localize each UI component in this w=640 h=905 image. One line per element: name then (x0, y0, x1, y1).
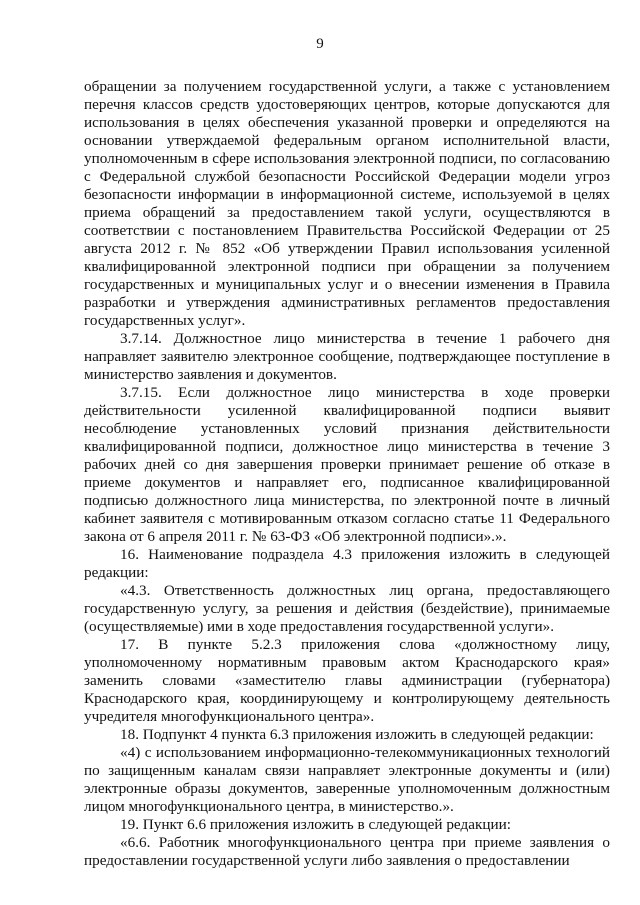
paragraph-item-17: 17. В пункте 5.2.3 приложения слова «должностному лицу, уполномоченному нормативным правовым актом Краснодарского края» заменить словами «заместителю главы администрации (губернатора) Краснодарского края, координирующему и контролирующему деятельность учредителя многофункционального центра». (84, 636, 610, 725)
paragraph-item-16: 16. Наименование подраздела 4.3 приложения изложить в следующей редакции: (84, 546, 610, 581)
page-number: 9 (316, 36, 324, 52)
paragraph-subitem-4-quote: «4) с использованием информационно-телекоммуникационных технологий по защищенным каналам связи направляет электронные документы и (или) электронные образы документов, заверенные уполномоченным должностным лицом многофункционального центра, в министерство.». (84, 744, 610, 815)
paragraph-4-3-quote: «4.3. Ответственность должностных лиц органа, предоставляющего государственную услугу, за решения и действия (бездействие), принимаемые (осуществляемые) ими в ходе предоставления государственной услуги». (84, 582, 610, 635)
paragraph-3-7-14: 3.7.14. Должностное лицо министерства в течение 1 рабочего дня направляет заявителю электронное сообщение, подтверждающее поступление в министерство заявления и документов. (84, 330, 610, 383)
paragraph-3-7-15: 3.7.15. Если должностное лицо министерства в ходе проверки действительности усиленной квалифицированной подписи выявит несоблюдение установленных условий признания действительности квалифицированной подписи, должностное лицо министерства в течение 3 рабочих дней со дня завершения проверки принимает решение об отказе в приеме документов и направляет его, подписанное квалифицированной подписью должностного лица министерства, по электронной почте в личный кабинет заявителя с мотивированным отказом согласно статье 11 Федерального закона от 6 апреля 2011 г. № 63-ФЗ «Об электронной подписи».». (84, 384, 610, 545)
paragraph-continuation: обращении за получением государственной услуги, а также с установлением перечня классов средств удостоверяющих центров, которые допускаются для использования в целях обеспечения указанной проверки и определяются на основании утверждаемой федеральным органом исполнительной власти, уполномоченным в сфере использования электронной подписи, по согласованию с Федеральной службой безопасности Российской Федерации модели угроз безопасности информации в информационной системе, используемой в целях приема обращений за предоставлением такой услуги, осуществляются в соответствии с постановлением Правительства Российской Федерации от 25 августа 2012 г. № 852 «Об утверждении Правил использования усиленной квалифицированной электронной подписи при обращении за получением государственных и муниципальных услуг и о внесении изменения в Правила разработки и утверждения административных регламентов предоставления государственных услуг». (84, 78, 610, 329)
paragraph-6-6-quote: «6.6. Работник многофункционального центра при приеме заявления о предоставлении государственной услуги либо заявления о предоставлении (84, 834, 610, 869)
paragraph-item-18: 18. Подпункт 4 пункта 6.3 приложения изложить в следующей редакции: (120, 726, 594, 743)
document-body (84, 78, 610, 870)
paragraph-item-19: 19. Пункт 6.6 приложения изложить в следующей редакции: (120, 816, 511, 833)
